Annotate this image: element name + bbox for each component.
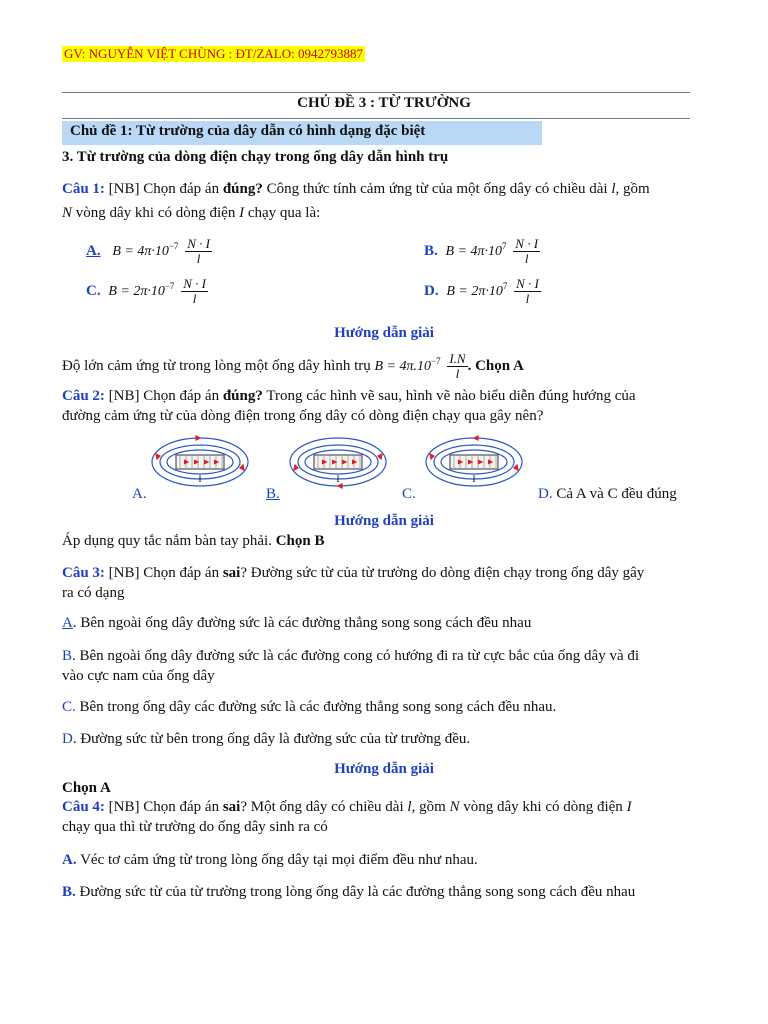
formula-fraction: [185, 237, 212, 266]
variable-l: l: [407, 799, 412, 815]
question-emphasis: đúng?: [222, 388, 263, 404]
question-emphasis: đúng?: [222, 181, 263, 197]
variable-l: l: [611, 181, 616, 197]
question-4-line-1: [62, 797, 632, 817]
answer-1: [62, 351, 524, 381]
formula-lhs: B = 2π·10: [108, 284, 165, 299]
formula-exponent: 7: [502, 281, 508, 291]
divider-under-title: [62, 118, 690, 119]
option-text: . Bên ngoài ống dây đường sức là các đường thẳng song song cách đều nhau: [72, 615, 532, 631]
answer-2: [62, 531, 324, 551]
fraction-denominator: l: [455, 366, 460, 382]
option-letter: A: [62, 615, 73, 631]
question-1-option-c[interactable]: [86, 276, 208, 306]
solenoid-figure-b[interactable]: [288, 434, 388, 490]
solution-heading-3: Hướng dẫn giải: [334, 761, 434, 777]
question-text: Trong các hình vẽ sau, hình vẽ nào biểu diễn đúng hướng của: [262, 388, 636, 404]
formula-fraction: [447, 352, 467, 381]
question-emphasis: sai: [222, 799, 241, 815]
figure-c-label: C.: [402, 486, 416, 502]
option-text: Véc tơ cảm ứng từ trong lòng ống dây tại mọi điểm đều như nhau.: [76, 852, 478, 868]
fraction-denominator: l: [192, 291, 197, 307]
variable-i: I: [626, 799, 632, 815]
subtopic-title: Chủ đề 1: Từ trường của dây dẫn có hình dạng đặc biệt: [70, 123, 426, 139]
question-4-option-b[interactable]: [62, 882, 635, 902]
topic-title: CHỦ ĐỀ 3 : TỪ TRƯỜNG: [297, 95, 471, 111]
answer-text: Áp dụng quy tắc nắm bàn tay phải.: [62, 533, 276, 549]
formula-fraction: [181, 277, 208, 306]
variable-i: I: [239, 205, 245, 221]
teacher-header: GV: NGUYỄN VIỆT CHÙNG : ĐT/ZALO: 0942793887: [64, 46, 363, 61]
figure-a-label: A.: [132, 486, 147, 502]
question-3-option-a[interactable]: [62, 613, 531, 633]
formula-lhs: B = 4π·10: [112, 244, 169, 259]
question-3-label: Câu 3:: [62, 565, 105, 581]
fraction-denominator: l: [196, 251, 201, 267]
fraction-denominator: l: [525, 291, 530, 307]
formula-exponent: −7: [431, 356, 441, 366]
question-1-line-2: [62, 203, 320, 223]
formula-lhs: B = 2π·10: [446, 284, 503, 299]
option-letter: B.: [424, 243, 438, 259]
question-text: ? Một ống dây có chiều dài: [240, 799, 408, 815]
option-letter: B.: [62, 884, 76, 900]
fraction-numerator: N · I: [183, 276, 206, 292]
question-3-option-d[interactable]: [62, 729, 470, 749]
variable-n: N: [62, 205, 73, 221]
section-title: 3. Từ trường của dòng điện chạy trong ống dây dẫn hình trụ: [62, 149, 449, 165]
question-4-option-a[interactable]: [62, 850, 478, 870]
question-tag: [NB] Chọn đáp án: [104, 181, 223, 197]
current-label: I: [336, 474, 340, 484]
question-text: ? Đường sức từ của từ trường do dòng điện chạy trong ống dây gây: [240, 565, 645, 581]
question-text: vòng dây khi có dòng điện: [459, 799, 627, 815]
answer-choice: . Chọn A: [467, 358, 524, 374]
solution-heading-1: Hướng dẫn giải: [334, 325, 434, 341]
question-3-line-2: ra có dạng: [62, 585, 125, 601]
answer-3: Chọn A: [62, 780, 111, 796]
solution-heading-2: Hướng dẫn giải: [334, 513, 434, 529]
fraction-numerator: N · I: [187, 236, 210, 252]
option-letter: D.: [424, 283, 439, 299]
formula-exponent: −7: [168, 241, 179, 251]
figure-b-label: B.: [266, 486, 280, 502]
option-text: Cả A và C đều đúng: [552, 486, 677, 502]
option-letter: B: [62, 648, 73, 664]
solenoid-figure-c[interactable]: [424, 434, 524, 490]
question-1-option-a[interactable]: [86, 236, 212, 266]
question-text: Công thức tính cảm ứng từ của một ống dây có chiều dài: [262, 181, 612, 197]
current-label: I: [198, 474, 202, 484]
option-letter: C.: [86, 283, 101, 299]
question-3-line-1: [62, 563, 644, 583]
question-tag: [NB] Chọn đáp án: [104, 799, 223, 815]
question-4-line-2: chạy qua thì từ trường do ống dây sinh ra có: [62, 819, 328, 835]
question-3-option-b[interactable]: [62, 646, 639, 666]
question-2-line-1: [62, 386, 636, 406]
option-letter: D: [62, 731, 73, 747]
subtopic-banner: [62, 121, 542, 145]
formula-exponent: −7: [164, 281, 175, 291]
fraction-numerator: N · I: [515, 236, 539, 252]
question-2-line-2: đường cảm ứng từ của dòng điện trong ống dây có dòng điện chạy qua gây nên?: [62, 408, 544, 424]
formula-fraction: [513, 237, 540, 266]
question-4-label: Câu 4:: [62, 799, 105, 815]
fraction-numerator: I.N: [449, 351, 466, 367]
formula-exponent: 7: [502, 241, 507, 251]
question-3-option-b-continued: vào cực nam của ống dây: [62, 668, 215, 684]
option-letter: A.: [62, 852, 77, 868]
question-2-label: Câu 2:: [62, 388, 105, 404]
question-3-option-c[interactable]: [62, 697, 556, 717]
question-text: chạy qua là:: [244, 205, 321, 221]
fraction-denominator: l: [524, 251, 529, 267]
variable-n: N: [449, 799, 460, 815]
question-emphasis: sai: [222, 565, 241, 581]
question-text: vòng dây khi có dòng điện: [72, 205, 240, 221]
option-text: Đường sức từ của từ trường trong lòng ống dây là các đường thẳng song song cách đều nhau: [75, 884, 636, 900]
solenoid-figure-a[interactable]: [150, 434, 250, 490]
formula-fraction: [514, 277, 541, 306]
formula-lhs: B = 4π·10: [445, 244, 503, 259]
question-1-option-b[interactable]: [424, 236, 540, 266]
question-2-option-d[interactable]: [538, 484, 677, 504]
fraction-numerator: N · I: [516, 276, 539, 292]
option-text: Bên trong ống dây các đường sức là các đường thẳng song song cách đều nhau.: [75, 699, 557, 715]
option-letter: C.: [62, 699, 76, 715]
question-1-option-d[interactable]: [424, 276, 541, 306]
question-1-label: Câu 1:: [62, 181, 105, 197]
question-text: , gồm: [615, 181, 650, 197]
question-tag: [NB] Chọn đáp án: [104, 565, 223, 581]
option-letter: D.: [538, 486, 553, 502]
question-text: , gồm: [411, 799, 450, 815]
question-1-line-1: [62, 179, 650, 199]
option-text: . Đường sức từ bên trong ống dây là đường sức của từ trường đều.: [72, 731, 471, 747]
option-letter: A.: [86, 243, 101, 259]
answer-text: Độ lớn cảm ứng từ trong lòng một ống dây hình trụ: [62, 358, 375, 374]
formula-lhs: B = 4π.10: [374, 359, 432, 374]
divider-top: [62, 92, 690, 93]
answer-choice: Chọn B: [275, 533, 325, 549]
question-tag: [NB] Chọn đáp án: [104, 388, 223, 404]
current-label: I: [472, 474, 476, 484]
option-text: . Bên ngoài ống dây đường sức là các đường cong có hướng đi ra từ cực bắc của ống dây và đi: [72, 648, 640, 664]
